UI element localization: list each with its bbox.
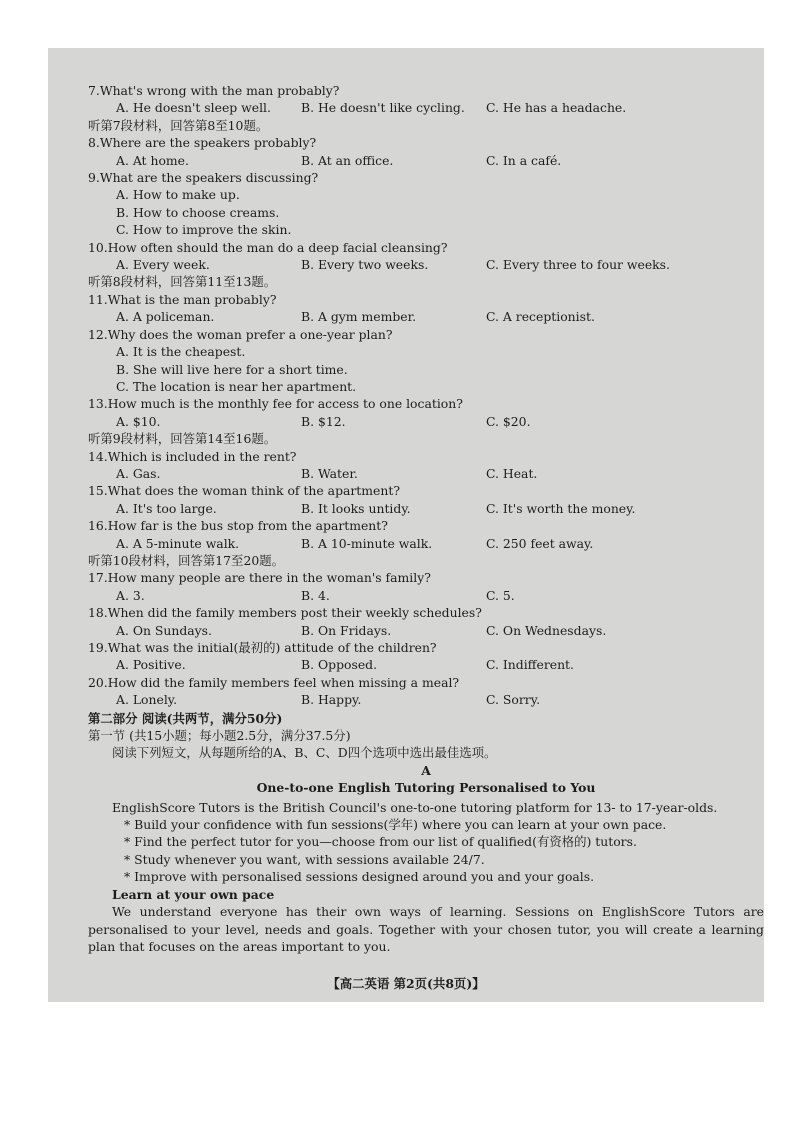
answer-option: C. Every three to four weeks. bbox=[486, 257, 670, 273]
question-number: 18. bbox=[88, 605, 108, 621]
question-text: What are the speakers discussing? bbox=[99, 170, 319, 186]
answer-option: A. A 5-minute walk. bbox=[116, 535, 240, 551]
answer-options-row bbox=[88, 256, 764, 273]
answer-option: B. It looks untidy. bbox=[301, 500, 411, 516]
question-text: What's wrong with the man probably? bbox=[99, 83, 340, 98]
answer-options-row bbox=[88, 413, 764, 430]
question-number: 19. bbox=[88, 640, 108, 655]
answer-option: C. 250 feet away. bbox=[486, 535, 594, 551]
question-text: What was the initial(最初的) attitude of the children? bbox=[107, 640, 437, 655]
listening-section-instruction: 听第9段材料，回答第14至16题。 bbox=[88, 431, 277, 447]
answer-option: A. $10. bbox=[116, 413, 161, 429]
answer-options-row bbox=[88, 622, 764, 639]
answer-option: A. Lonely. bbox=[116, 692, 178, 708]
question-number: 12. bbox=[88, 326, 108, 342]
answer-option: B. A 10-minute walk. bbox=[301, 535, 433, 551]
answer-option: B. On Fridays. bbox=[301, 622, 392, 638]
question-text: Why does the woman prefer a one-year plan? bbox=[107, 326, 393, 342]
question-stem bbox=[88, 134, 764, 151]
answer-option: C. Indifferent. bbox=[486, 657, 574, 673]
answer-options-row bbox=[88, 500, 764, 517]
answer-options-row bbox=[88, 656, 764, 673]
answer-option: C. He has a headache. bbox=[486, 100, 627, 116]
answer-option: B. $12. bbox=[301, 413, 346, 429]
question-stem bbox=[88, 82, 764, 99]
answer-options-row bbox=[88, 99, 764, 116]
answer-option: C. Heat. bbox=[486, 465, 538, 481]
answer-option: C. How to improve the skin. bbox=[116, 222, 292, 238]
answer-option: A. 3. bbox=[116, 587, 145, 603]
question-number: 9. bbox=[88, 170, 100, 186]
answer-option: C. The location is near her apartment. bbox=[116, 378, 357, 394]
question-text: How did the family members feel when missing a meal? bbox=[107, 674, 460, 690]
listening-section-instruction: 听第8段材料，回答第11至13题。 bbox=[88, 274, 277, 290]
question-number: 14. bbox=[88, 448, 108, 464]
answer-options-row bbox=[88, 535, 764, 552]
question-stem bbox=[88, 604, 764, 621]
bullet-item: * Study whenever you want, with sessions available 24/7. bbox=[124, 851, 485, 867]
answer-option: B. Water. bbox=[301, 465, 358, 481]
question-text: How often should the man do a deep facial cleansing? bbox=[107, 239, 448, 255]
answer-option: C. $20. bbox=[486, 413, 531, 429]
answer-option: C. A receptionist. bbox=[486, 309, 595, 325]
question-text: What does the woman think of the apartment? bbox=[107, 483, 400, 499]
question-number: 10. bbox=[88, 239, 108, 255]
part-heading: 第二部分 阅读(共两节，满分50分) bbox=[88, 710, 283, 726]
answer-option: A. It's too large. bbox=[116, 500, 217, 516]
question-number: 16. bbox=[88, 518, 108, 534]
answer-option: A. On Sundays. bbox=[116, 622, 212, 638]
reading-part bbox=[88, 710, 764, 956]
passage-subheading: Learn at your own pace bbox=[112, 886, 275, 902]
answer-option: C. It's worth the money. bbox=[486, 500, 636, 516]
answer-option: B. At an office. bbox=[301, 152, 394, 168]
question-number: 7. bbox=[88, 83, 100, 98]
question-stem bbox=[88, 239, 764, 256]
passage-paragraph: We understand everyone has their own ways of learning. Sessions on EnglishScore Tutors are personalised to your level, needs and goals. Together with your chosen tutor, you will create a learning plan that focuses on the areas important to you. bbox=[88, 904, 764, 954]
answer-option: A. Gas. bbox=[116, 465, 161, 481]
instruction: 阅读下列短文，从每题所给的A、B、C、D四个选项中选出最佳选项。 bbox=[112, 745, 497, 761]
bullet-item: * Build your confidence with fun sessions(学年) where you can learn at your own pace. bbox=[124, 817, 667, 833]
question-number: 17. bbox=[88, 570, 108, 586]
answer-option: B. How to choose creams. bbox=[116, 204, 280, 220]
answer-option: B. 4. bbox=[301, 587, 330, 603]
page-footer: 【高二英语 第2页(共8页)】 bbox=[327, 976, 485, 991]
answer-option: B. He doesn't like cycling. bbox=[301, 100, 465, 116]
bullet-item: * Find the perfect tutor for you—choose from our list of qualified(有资格的) tutors. bbox=[124, 834, 637, 850]
answer-options-row bbox=[88, 465, 764, 482]
answer-option: B. Happy. bbox=[301, 692, 362, 708]
question-number: 15. bbox=[88, 483, 108, 499]
question-text: Where are the speakers probably? bbox=[99, 135, 317, 151]
answer-option: C. 5. bbox=[486, 587, 515, 603]
question-text: What is the man probably? bbox=[107, 291, 277, 307]
passage-letter: A bbox=[421, 762, 431, 778]
answer-option: B. Every two weeks. bbox=[301, 257, 429, 273]
bullet-item: * Improve with personalised sessions designed around you and your goals. bbox=[124, 869, 595, 885]
question-stem bbox=[88, 448, 764, 465]
question-text: Which is included in the rent? bbox=[107, 448, 297, 464]
answer-option: A. It is the cheapest. bbox=[116, 344, 246, 360]
exam-page bbox=[88, 82, 764, 955]
question-text: How far is the bus stop from the apartment? bbox=[107, 518, 388, 534]
listening-section-instruction: 听第7段材料，回答第8至10题。 bbox=[88, 117, 269, 133]
question-stem bbox=[88, 517, 764, 534]
answer-options-row bbox=[88, 691, 764, 708]
question-stem bbox=[88, 169, 764, 186]
question-stem bbox=[88, 639, 764, 656]
question-number: 11. bbox=[88, 291, 108, 307]
question-number: 8. bbox=[88, 135, 100, 151]
answer-option: B. A gym member. bbox=[301, 309, 417, 325]
question-number: 13. bbox=[88, 396, 108, 412]
answer-option: C. In a café. bbox=[486, 152, 562, 168]
question-text: How many people are there in the woman's family? bbox=[107, 570, 431, 586]
answer-option: A. How to make up. bbox=[116, 187, 240, 203]
question-stem bbox=[88, 482, 764, 499]
passage-intro: EnglishScore Tutors is the British Council's one-to-one tutoring platform for 13- to 17-year-olds. bbox=[112, 799, 718, 815]
question-stem bbox=[88, 569, 764, 586]
answer-options-row bbox=[88, 308, 764, 325]
question-text: When did the family members post their weekly schedules? bbox=[107, 605, 482, 621]
question-stem bbox=[88, 395, 764, 412]
answer-options-row bbox=[88, 152, 764, 169]
question-number: 20. bbox=[88, 674, 108, 690]
question-stem bbox=[88, 326, 764, 343]
passage-title: One-to-one English Tutoring Personalised to You bbox=[256, 780, 596, 796]
answer-option: A. At home. bbox=[116, 152, 189, 168]
listening-section-instruction: 听第10段材料，回答第17至20题。 bbox=[88, 552, 284, 568]
answer-option: C. On Wednesdays. bbox=[486, 622, 607, 638]
answer-option: C. Sorry. bbox=[486, 692, 541, 708]
question-stem bbox=[88, 291, 764, 308]
section-heading: 第一节 (共15小题；每小题2.5分，满分37.5分) bbox=[88, 728, 351, 744]
answer-option: A. A policeman. bbox=[116, 309, 215, 325]
question-text: How much is the monthly fee for access to one location? bbox=[107, 396, 463, 412]
answer-option: B. Opposed. bbox=[301, 657, 378, 673]
answer-option: B. She will live here for a short time. bbox=[116, 361, 348, 377]
answer-options-row bbox=[88, 587, 764, 604]
answer-option: A. He doesn't sleep well. bbox=[116, 100, 271, 116]
question-stem bbox=[88, 674, 764, 691]
answer-option: A. Every week. bbox=[116, 257, 210, 273]
document-photo bbox=[48, 48, 764, 1002]
listening-questions bbox=[88, 82, 764, 709]
answer-option: A. Positive. bbox=[116, 657, 186, 673]
